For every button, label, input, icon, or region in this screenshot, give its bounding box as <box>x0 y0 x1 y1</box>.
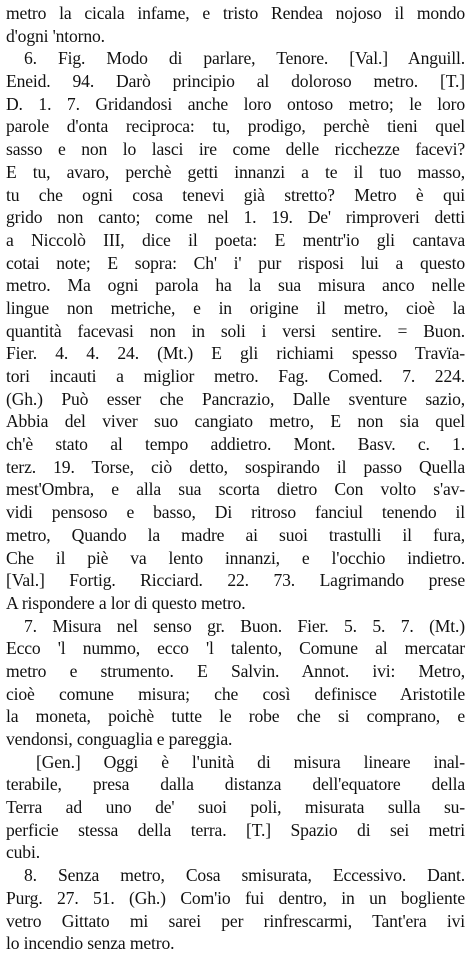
text-line: lingue non metriche, e in origine il metro, cioè la <box>6 297 465 318</box>
text-line: Ecco 'l nummo, ecco 'l talento, Comune al mercatar <box>6 638 465 659</box>
text-line: cioè comune misura; che così definisce Aristotile <box>6 683 465 704</box>
text-line: E tu, avaro, perchè getti innanzi a te il tuo masso, <box>6 161 465 182</box>
text-line: lo incendio senza metro. <box>6 933 175 954</box>
text-line: la moneta, poichè tutte le robe che si comprano, e <box>6 706 465 727</box>
text-line: vetro Gittato mi sarei per rinfrescarmi, Tant'era ivi <box>6 910 465 931</box>
text-line: 6. Fig. Modo di parlare, Tenore. [Val.] Anguill. <box>24 48 465 69</box>
text-line: ch'è stato al tempo addietro. Mont. Basv. c. 1. <box>6 434 465 455</box>
text-line: metro e strumento. E Salvin. Annot. ivi: Metro, <box>6 660 465 681</box>
text-line: Abbia del viver suo cangiato metro, E non sia quel <box>6 411 465 432</box>
text-line: D. 1. 7. Gridandosi anche loro ontoso metro; le loro <box>6 93 465 114</box>
text-line: 8. Senza metro, Cosa smisurata, Eccessivo. Dant. <box>24 865 465 886</box>
text-line: terz. 19. Torse, ciò detto, sospirando il passo Quella <box>6 456 465 477</box>
text-line: (Gh.) Può esser che Pancrazio, Dalle sventure sazio, <box>6 388 465 409</box>
text-line: vidi pensoso e basso, Di ritroso fanciul tenendo il <box>6 502 465 523</box>
text-line: Che il piè va lento innanzi, e l'occhio indietro. <box>6 547 465 568</box>
text-line: parole d'onta reciproca: tu, prodigo, perchè tieni quel <box>6 116 465 137</box>
text-line: cubi. <box>6 842 40 863</box>
text-line: quantità facevasi non in soli i versi sentire. = Buon. <box>6 320 465 341</box>
text-line: metro la cicala infame, e tristo Rendea nojoso il mondo <box>6 3 465 23</box>
text-line: 7. Misura nel senso gr. Buon. Fier. 5. 5. 7. (Mt.) <box>24 615 465 636</box>
text-line: Purg. 27. 51. (Gh.) Com'io fui dentro, in un bogliente <box>6 887 465 908</box>
text-line: tori incauti a miglior metro. Fag. Comed. 7. 224. <box>6 366 465 386</box>
text-line: Eneid. 94. Darò principio al doloroso metro. [T.] <box>6 71 465 92</box>
text-line: mest'Ombra, e alla sua scorta dietro Con volto s'av- <box>6 479 465 500</box>
text-line: sasso e non lo lasci ire come delle ricchezze facevi? <box>6 139 465 160</box>
text-line: metro. Ma ogni parola ha la sua misura anco nelle <box>6 275 465 296</box>
text-line: tu che ogni cosa tenevi già stretto? Metro è qui <box>6 184 465 205</box>
text-line: cotai note; E sopra: Ch' i' pur risposi lui a questo <box>6 252 465 273</box>
text-line: metro, Quando la madre ai suoi trastulli il fura, <box>6 524 465 545</box>
entry-text-column <box>6 2 465 955</box>
text-line: A rispondere a lor di questo metro. <box>6 592 246 613</box>
text-line: perficie stessa della terra. [T.] Spazio di sei metri <box>6 819 465 840</box>
text-line: [Gen.] Oggi è l'unità di misura lineare inal- <box>36 751 465 772</box>
text-line: vendonsi, conguaglia e pareggia. <box>6 729 233 749</box>
text-line: Terra ad uno de' suoi poli, misurata sulla su- <box>6 797 465 818</box>
text-line: grido non canto; come nel 1. 19. De' rimproveri detti <box>6 207 465 228</box>
text-line: terabile, presa dalla distanza dell'equatore della <box>6 774 465 795</box>
text-line: [Val.] Fortig. Ricciard. 22. 73. Lagrimando prese <box>6 570 465 591</box>
text-line: a Niccolò III, dice il poeta: E mentr'io gli cantava <box>6 229 465 250</box>
text-line: Fier. 4. 4. 24. (Mt.) E gli richiami spesso Travïa- <box>6 343 465 364</box>
text-line: d'ogni 'ntorno. <box>6 25 105 46</box>
